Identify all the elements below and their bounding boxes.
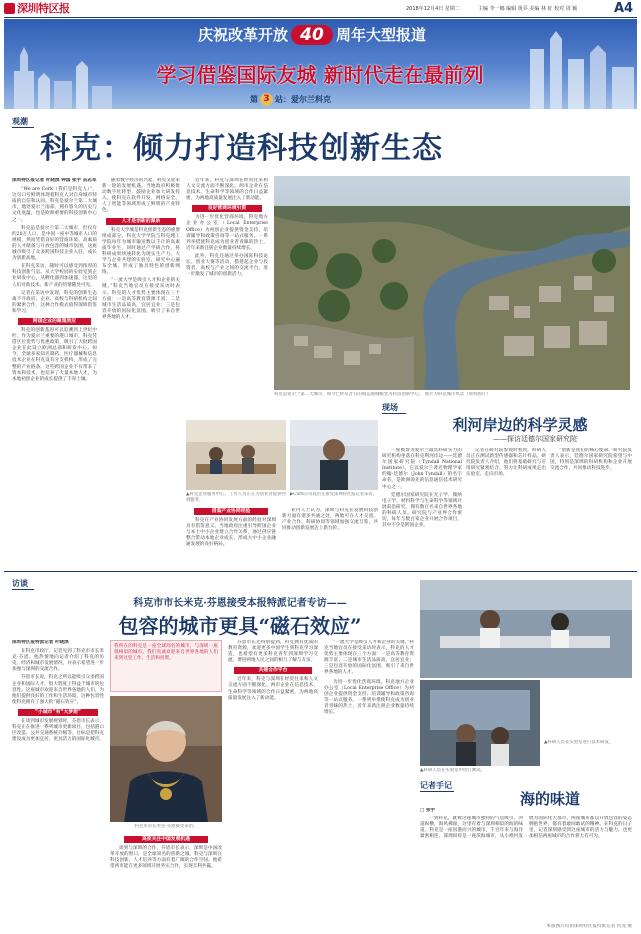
- observe-lead-3: 在科克采访，随时可以感受到浓厚的科技创新气息。从大学校园的实验室到企业研发中心，从孵化器到加速器，这里的人们对新技术、新产业的热情随处可见。: [12, 264, 97, 288]
- mayor-photo: [110, 696, 222, 822]
- interview-tag-rule: [12, 589, 34, 590]
- page-photo-credit: 本版图片均由深圳特区报特派记者 何龙 摄: [546, 924, 632, 929]
- scene-column-2: [466, 448, 546, 568]
- observe-body-2b: “一流大学是吸引人才和企业的关键。”科克当地官员在接受采访时表示，科克的人才优势主要体现在三个方面：一是高等教育资源丰富；二是城市生活品质高，宜居宜业；三是包容开放的国际化氛围，吸引了来自世界各地的人才。: [102, 278, 180, 320]
- observe-column-4: [186, 508, 276, 568]
- skyline-right-illustration: [524, 29, 637, 109]
- section-tag-observe: 观潮: [12, 117, 28, 126]
- scene-tag-rule: [382, 413, 406, 414]
- newspaper-logo: [4, 1, 70, 15]
- office-photo-caption-2: ▶Cork公司高层在接受深圳特区报记者采访。: [290, 492, 377, 497]
- masthead-rule: [4, 17, 637, 18]
- scene-column-1: [382, 448, 462, 568]
- scene-photo-caption: ▲科研人员在实验室中进行测试。: [420, 768, 485, 773]
- lab-scene-illustration: [420, 580, 632, 678]
- interview-kicker: 科克市市长米克·芬恩接受本报特派记者专访——: [133, 598, 347, 609]
- observe-lead-1: “We are Cork（我们是科克人）”，这句口号鲜明体现着科克人对自身城市特质的自信和认同。科克是爱尔兰第二大城市，地处爱尔兰南部，拥有悠久的历史与文化底蕴，也是欧洲重要的科技创新中心之一。: [12, 187, 97, 223]
- section-divider: [4, 571, 637, 572]
- lab-photo-caption: ▲科研人员在实验室进行技术研发。: [544, 740, 614, 745]
- interview-body-3: 谈到与深圳的合作，芬恩市长表示，深圳是中国改革开放的窗口，是全球知名的创新之城。科克与深圳在科技创新、人才培养等方面有着广阔的合作空间。他希望两市能在更多领域开展务实合作，实现互利共赢。: [110, 846, 222, 870]
- banner: [4, 19, 637, 109]
- series-title: [198, 24, 426, 45]
- observe-body-4b: 业内人士认为，深圳与科克在发展科技创新方面有诸多共通之处，两地可在人才交流、产业合作、科研协同等领域加强交流互鉴，共同推动创新发展迈上新台阶。: [282, 508, 378, 532]
- scene-subhead: ——探访廷德尔国家研究院: [493, 435, 577, 443]
- interview-illustration: [290, 420, 378, 490]
- interview-body-5: 在谈到城市发展规划时，芬恩市长表示，科克正在推进一系列城市更新项目，包括港口区改造、公共交通系统升级等，目标是把科克建设成为更加宜居、更具活力的国际化城市。: [12, 718, 104, 743]
- scene-body-4: “创新是我们的核心使命。”研究院负责人表示，廷德尔国家研究院希望与中国，特别是深圳的科研机构和企业开展交流合作，共同推动科技进步。: [550, 448, 632, 472]
- scene-body-1: 一座被誉为爱尔兰最具科研实力的研究机构坐落在科克利河岸边——廷德尔国家研究院（Tyndall National Institute）。它以爱尔兰著名物理学家约翰·廷德尔（John Tyndall）的名字命名，是欧洲领先的信息通信技术研究中心之一。: [382, 448, 462, 490]
- interview-headline: 包容的城市更具“磁石效应”: [118, 614, 362, 638]
- notes-headline: 海的味道: [519, 790, 580, 808]
- observe-headline: 科克：倾力打造科技创新生态: [40, 131, 443, 166]
- skyline-left-illustration: [4, 41, 114, 109]
- office-photo-2: [290, 420, 378, 490]
- mayor-portrait-illustration: [110, 696, 222, 822]
- observe-body-1: 科克的创新基因可以追溯到上世纪中叶。作为爱尔兰重要的港口城市，科克凭借区位优势与优惠政策，吸引了大批跨国企业在此设立欧洲总部和研发中心。如今，全球多家知名制药、医疗器械和信息技术企业在科克设有分支机构，形成了完整的产业链条。这些跨国企业不仅带来了资本和技术，也培养了大量本地人才，为本地初创企业的成长提供了丰厚土壤。: [12, 327, 97, 382]
- interview-body-cont-2: 为进一步优化营商环境，科克地方企业办公室（Local Enterprise Office）为初创企业提供资金支持、培训辅导和政策咨询等一站式服务。一系列举措使科克成为创业者青睐的热土，近年来新注册企业数量持续增长。: [324, 679, 414, 716]
- editor-credits: 主编 李一娜 编辑 黄乔 美编 林 征 校对 周 颖: [478, 6, 578, 12]
- observe-subhead-3: 良好营商环境引资: [192, 205, 262, 212]
- observe-lead-4: 记者在采访中发现，科克的创新生态离不开政府、企业、高校与科研机构之间的紧密合作，这种合作模式值得深圳借鉴和学习。: [12, 290, 97, 314]
- vr-lab-illustration: [420, 680, 540, 766]
- stop-suffix: 站：爱尔兰科克: [275, 95, 331, 104]
- section-tag-scene: 现场: [382, 403, 398, 412]
- observe-body-2c: 近年来，科克与深圳在经贸往来和人文交流方面不断深化。两市企业在信息技术、生命科学等领域的合作日益紧密，为两地高质量发展注入了新动能。: [186, 178, 268, 202]
- section-tag-interview: 访谈: [12, 579, 28, 588]
- interview-body-4: 芬恩市长还特别提到，科克拥有优质的教育资源，欢迎更多中国学生到科克学习深造，也希望有更多科克青年到深圳学习交流，增进两地人民之间的相互了解与友谊。: [228, 640, 318, 664]
- interview-subhead-1: “小城市”有“大梦想”: [18, 709, 98, 716]
- series-title-b: 周年大型报道: [336, 26, 427, 44]
- office-photo-caption-1: ▲科克企业服务中心，工作人员正在为创业者提供咨询服务。: [186, 492, 286, 504]
- mayor-photo-caption: 科克市市长米克·芬恩接受采访。: [134, 824, 198, 829]
- observe-column-2: [102, 178, 180, 564]
- observe-body-4: 科克在产业协同发展方面的经验对深圳具有借鉴意义。当地政府注重引导跨国企业与本土中小企业建立合作关系，通过供应链整合带动本地企业成长，形成大中小企业融通发展的良好格局。: [186, 518, 276, 548]
- section-tag-notes: 记者手记: [420, 781, 452, 790]
- observe-body-3: 为进一步优化营商环境，科克地方企业办公室（Local Enterprise Office）为初创企业提供资金支持、培训辅导和政策咨询等一站式服务。一系列举措使科克成为创业者青睐的热土，近年来新注册企业数量持续增长。: [186, 215, 268, 251]
- interview-body-cont: “一流大学是吸引人才和企业的关键。”科克当地官员在接受采访时表示，科克的人才优势主要体现在三个方面：一是高等教育资源丰富；二是城市生活品质高，宜居宜业；三是包容开放的国际化氛围，吸引了来自世界各地的人才。: [324, 640, 414, 676]
- series-title-a: 庆祝改革开放: [198, 26, 289, 44]
- cork-city-photo-caption: 科克是爱尔兰第二大城市，如今已经从昔日的航运港城蜕变为科技创新中心。 图片为科克城市风景（资料图片）: [274, 392, 491, 397]
- interview-body-2: 芬恩市长说，科克之所以能吸引众多跨国企业和国际人才，很大程度上得益于城市的包容性。这座城市欢迎来自世界各地的人们，为他们提供良好的工作和生活环境，这种包容性使科克拥有了强大的“磁石效应”。: [12, 675, 104, 705]
- cork-city-photo: [274, 176, 630, 390]
- scene-body-3: 记者在研究院参观时看到，科研人员正在测试新型传感器和芯片样品。研究院负责人介绍，他们将基础研究与应用研究紧密结合，努力让科研成果走出实验室、走向市场。: [466, 448, 546, 478]
- interview-byline: 深圳特区报特派记者 叶晓滨: [12, 640, 69, 645]
- observe-column-5: [282, 508, 378, 568]
- notes-byline: □ 张宇: [420, 808, 436, 813]
- observe-byline: 深圳特区报记者 叶晓滨 钟国 张宇 苗志军: [12, 178, 97, 183]
- notes-tag-rule: [420, 791, 454, 792]
- interview-subhead-3: 共建合作平台: [234, 667, 312, 674]
- observe-tag-rule: [12, 127, 34, 128]
- scene-column-3: [550, 448, 632, 568]
- page-number: A4: [614, 1, 634, 16]
- issue-date: 2018年12月4日 星期二: [406, 6, 460, 12]
- interview-quote-box: 我所在的科克是一座全球闻名的城市，与深圳一座很相似的城市。我们真诚欢迎来自世界各地的人们来到这里工作、生活和投资。: [110, 640, 222, 692]
- observe-body-2: 科克大学城是科克创新生态的重要组成部分。科克大学学院与科克理工学院每年为城市输送数以千计的高素质毕业生，同时通过产学研合作，将科研成果快速转化为现实生产力。大学与企业共建的实验室、研究中心遍布全城，形成了独具特色的创新网络。: [102, 227, 180, 276]
- observe-column-3: [186, 178, 268, 418]
- office-meeting-illustration: [186, 420, 286, 490]
- observe-subhead-4: 借鉴产业协同经验: [194, 508, 268, 515]
- interview-body-1: 在科克市政厅，记者见到了科克市市长米克·芬恩。他热情地向记者介绍了科克的历史、经济和城市发展情况，并表示希望进一步加强与深圳的交流合作。: [12, 649, 104, 673]
- scene-body-2: 廷德尔国家研究院在光子学、微纳电子学、材料科学与生命科学等领域开展前沿研究，拥有数百名来自世界各地的科研人员。研究院与产业界合作密切，每年与数百家企业开展合作项目，其中不少是跨国企业。: [382, 492, 462, 529]
- banner-headline: 学习借鉴国际友城 新时代走在最前列: [156, 63, 484, 87]
- notes-body: 一到科克，就被这座城市独特的气息吸引。河道纵横，海风拂面，这里有着与深圳相似的海的味道。科克是一座因港而兴的城市，千百年来与海洋紧密相连。深圳同样是一座滨海城市，从小渔村发展为国际化大都市。两座城市都以开放包容的姿态拥抱世界，都有着敢闯敢试的精神。在科克的日子里，记者深刻感受到这座城市的活力与魅力，也更加相信两座城市的合作将大有可为。: [420, 816, 632, 840]
- stop-label: [250, 93, 331, 106]
- lab-photo-1: [420, 580, 632, 678]
- office-photo-1: [186, 420, 286, 490]
- observe-body-3b: 此外，科克还通过举办国际科技论坛、创业大赛等活动，搭建起企业与投资者、高校与产业之间的交流平台，进一步激发了城市的创新活力。: [186, 253, 268, 278]
- observe-lead-2: 科克虽是爱尔兰第二大城市，但仅有约20万人口，是中国一座中等城市人口的规模，然而凭借良好的营商环境、高素质的人才储备与开放包容的城市氛围，这座城市吸引了众多跨国科技企业入驻，成长为创新高地。: [12, 225, 97, 262]
- interview-column-3: [228, 640, 318, 930]
- masthead: [0, 0, 641, 17]
- stop-prefix: 第: [250, 95, 258, 104]
- lab-photo-2: [420, 680, 540, 766]
- series-number-badge: 40: [291, 25, 333, 45]
- interview-column-1: [12, 640, 104, 930]
- interview-body-3-cont: 近年来，科克与深圳在经贸往来和人文交流方面不断深化。两市企业在信息技术、生命科学等领域的合作日益紧密，为两地高质量发展注入了新动能。: [228, 677, 318, 701]
- observe-subhead-2: 人才是创新的源泉: [106, 218, 176, 225]
- observe-column-1: [12, 178, 97, 564]
- logo-text: 深圳特区报: [17, 2, 70, 15]
- interview-column-2: [110, 836, 222, 930]
- logo-badge-icon: [4, 3, 15, 14]
- interview-column-4: [324, 640, 414, 930]
- scene-headline: 利河岸边的科学灵感: [452, 416, 588, 434]
- stop-number-badge: 3: [260, 93, 273, 106]
- observe-body-1b: 随着数字经济的兴起，科克又迎来新一轮的发展机遇。当地政府积极推动数字化转型，鼓励企业加大研发投入，使科克在软件开发、网络安全、人工智能等领域形成了鲜明的产业特色。: [102, 178, 180, 214]
- observe-subhead-1: 跨国企业的聚集效应: [18, 318, 91, 325]
- interview-subhead-2: 高度关注中国发展机遇: [124, 836, 208, 843]
- cork-aerial-illustration: [274, 176, 630, 390]
